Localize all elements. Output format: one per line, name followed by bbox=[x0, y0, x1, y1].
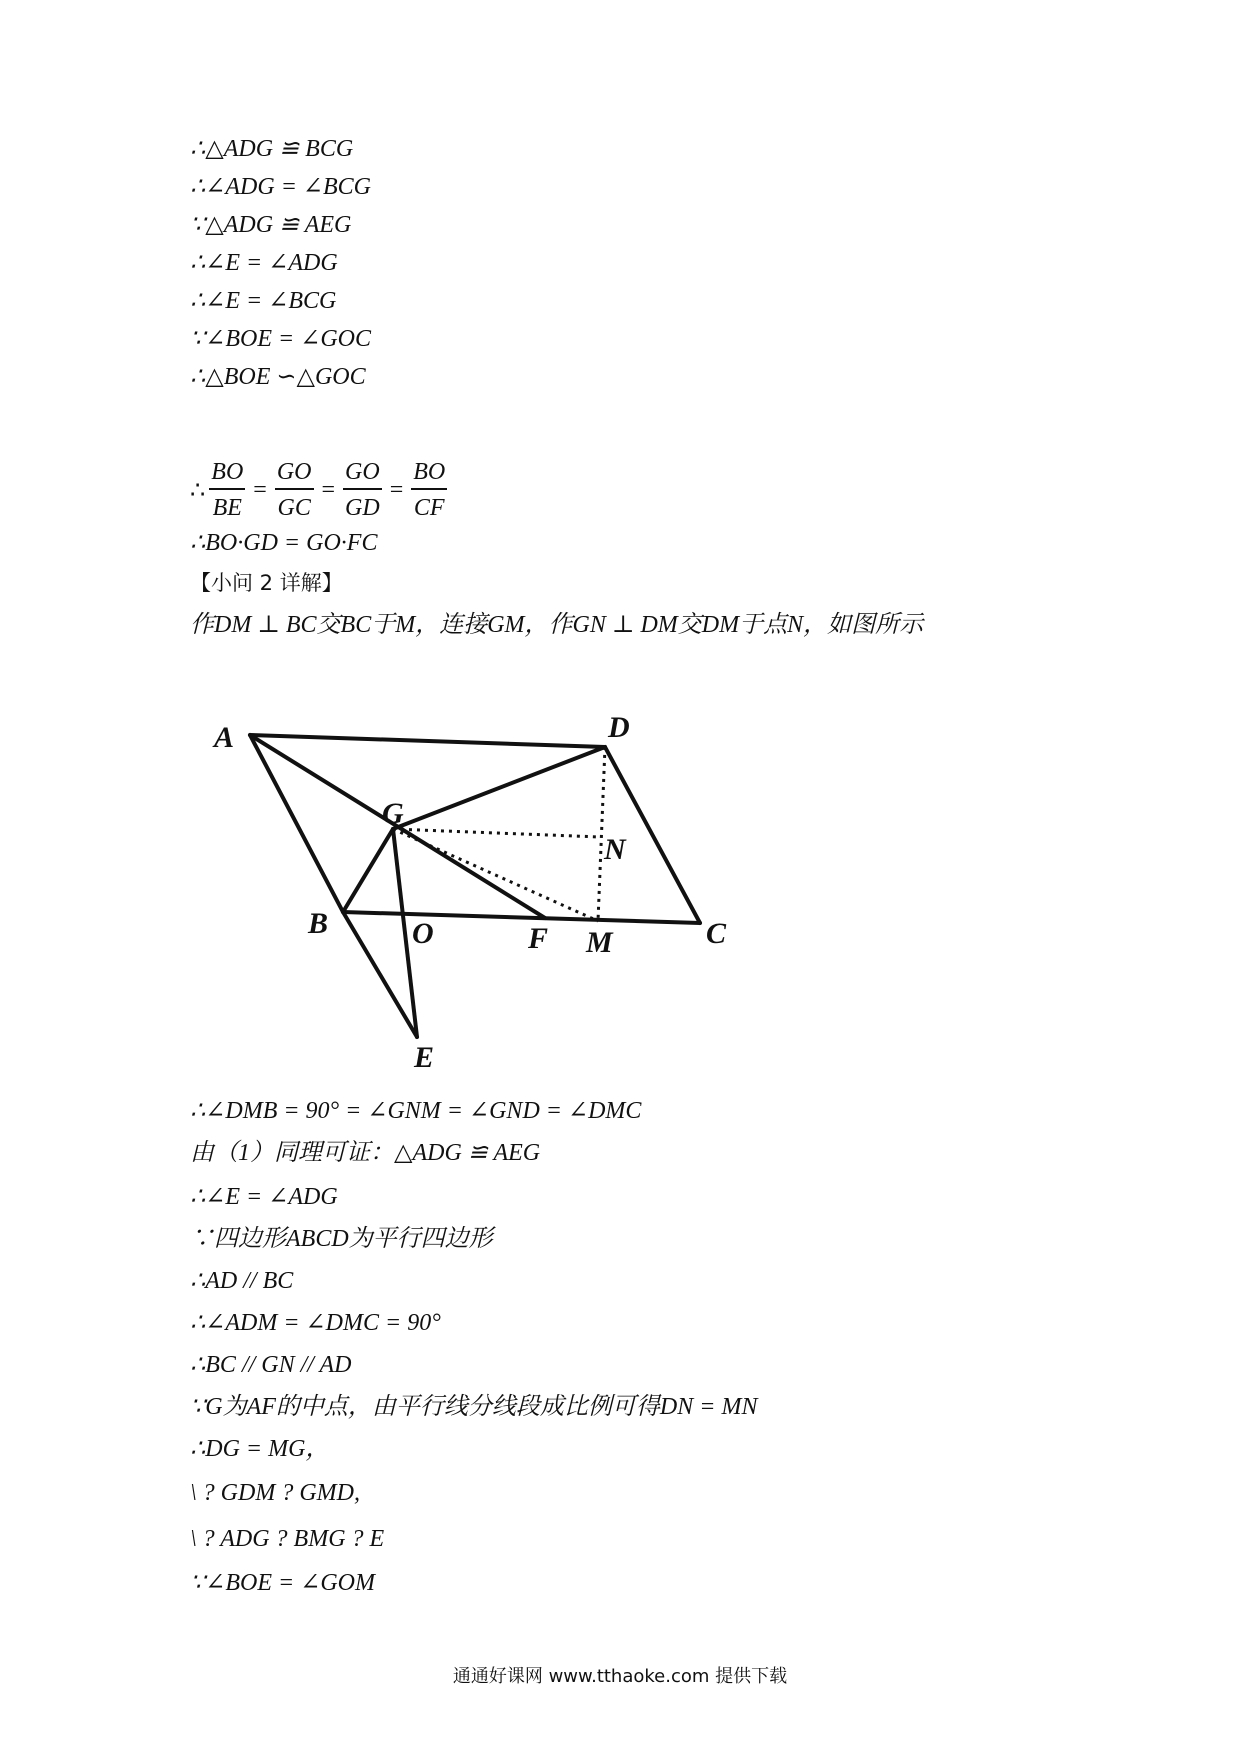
point-label-M: M bbox=[586, 926, 613, 959]
therefore-symbol: ∴ bbox=[190, 477, 206, 504]
point-label-G: G bbox=[382, 797, 404, 830]
equals-sign: = bbox=[321, 476, 336, 503]
fraction-3-numerator: GO bbox=[343, 458, 382, 490]
proof-line-b11: \ ? ADG ? BMG ? E bbox=[190, 1526, 385, 1552]
page-footer: 通通好课网 www.tthaoke.com 提供下载 bbox=[452, 1666, 788, 1687]
proof-line-b9: ∴DG = MG， bbox=[190, 1436, 330, 1462]
segment-BC bbox=[343, 912, 700, 923]
point-label-N: N bbox=[604, 833, 626, 866]
proof-line-6: ∵∠BOE = ∠GOC bbox=[190, 326, 372, 352]
fraction-proportion-line bbox=[190, 452, 451, 528]
proof-line-1: ∴△ADG ≌ BCG bbox=[190, 136, 354, 162]
proof-line-b6: ∴∠ADM = ∠DMC = 90° bbox=[190, 1310, 441, 1336]
equals-sign: = bbox=[389, 476, 404, 503]
geometry-figure bbox=[190, 695, 750, 1075]
proof-line-b2: 由（1）同理可证：△ADG ≌ AEG bbox=[190, 1140, 541, 1166]
fraction-1-numerator: BO bbox=[209, 458, 245, 490]
point-label-E: E bbox=[414, 1041, 435, 1074]
proof-line-b12: ∵∠BOE = ∠GOM bbox=[190, 1570, 375, 1596]
fraction-1 bbox=[209, 458, 245, 522]
point-label-B: B bbox=[308, 907, 329, 940]
point-label-C: C bbox=[706, 917, 727, 950]
proof-line-b8: ∵G为AF的中点，由平行线分线段成比例可得DN = MN bbox=[190, 1394, 758, 1420]
proof-line-3: ∵△ADG ≌ AEG bbox=[190, 212, 352, 238]
segment-GD bbox=[393, 747, 605, 829]
segment-GB bbox=[343, 829, 393, 912]
fraction-4 bbox=[411, 458, 447, 522]
point-label-O: O bbox=[412, 917, 434, 950]
fraction-4-numerator: BO bbox=[411, 458, 447, 490]
proof-line-b3: ∴∠E = ∠ADG bbox=[190, 1184, 338, 1210]
point-label-F: F bbox=[528, 922, 549, 955]
point-label-D: D bbox=[608, 711, 630, 744]
section-heading: 【小问 2 详解】 bbox=[190, 571, 343, 595]
fraction-3 bbox=[343, 458, 382, 522]
proof-line-7: ∴△BOE ∽△GOC bbox=[190, 364, 366, 390]
fraction-3-denominator: GD bbox=[345, 495, 380, 521]
proof-line-b7: ∴BC // GN // AD bbox=[190, 1352, 352, 1378]
fraction-1-denominator: BE bbox=[212, 495, 242, 521]
proof-line-b10: \ ? GDM ? GMD, bbox=[190, 1480, 360, 1506]
proof-line-product: ∴BO·GD = GO·FC bbox=[190, 530, 378, 556]
fraction-2 bbox=[275, 458, 314, 522]
dotted-segment-GM bbox=[393, 829, 598, 921]
point-label-A: A bbox=[214, 721, 235, 754]
segment-AD bbox=[250, 735, 605, 747]
equals-sign: = bbox=[253, 476, 267, 503]
construction-line: 作DM ⊥ BC交BC于M，连接GM，作GN ⊥ DM交DM于点N，如图所示 bbox=[190, 612, 924, 638]
proof-line-2: ∴∠ADG = ∠BCG bbox=[190, 174, 372, 200]
proof-line-b4: ∵四边形ABCD为平行四边形 bbox=[190, 1226, 493, 1252]
proof-line-b1: ∴∠DMB = 90° = ∠GNM = ∠GND = ∠DMC bbox=[190, 1098, 642, 1124]
proof-line-b5: ∴AD // BC bbox=[190, 1268, 294, 1294]
proof-line-4: ∴∠E = ∠ADG bbox=[190, 250, 338, 276]
dotted-segment-GN bbox=[393, 829, 600, 837]
fraction-4-denominator: CF bbox=[413, 495, 445, 521]
proof-line-5: ∴∠E = ∠BCG bbox=[190, 288, 337, 314]
fraction-2-denominator: GC bbox=[277, 495, 311, 521]
fraction-2-numerator: GO bbox=[275, 458, 314, 490]
